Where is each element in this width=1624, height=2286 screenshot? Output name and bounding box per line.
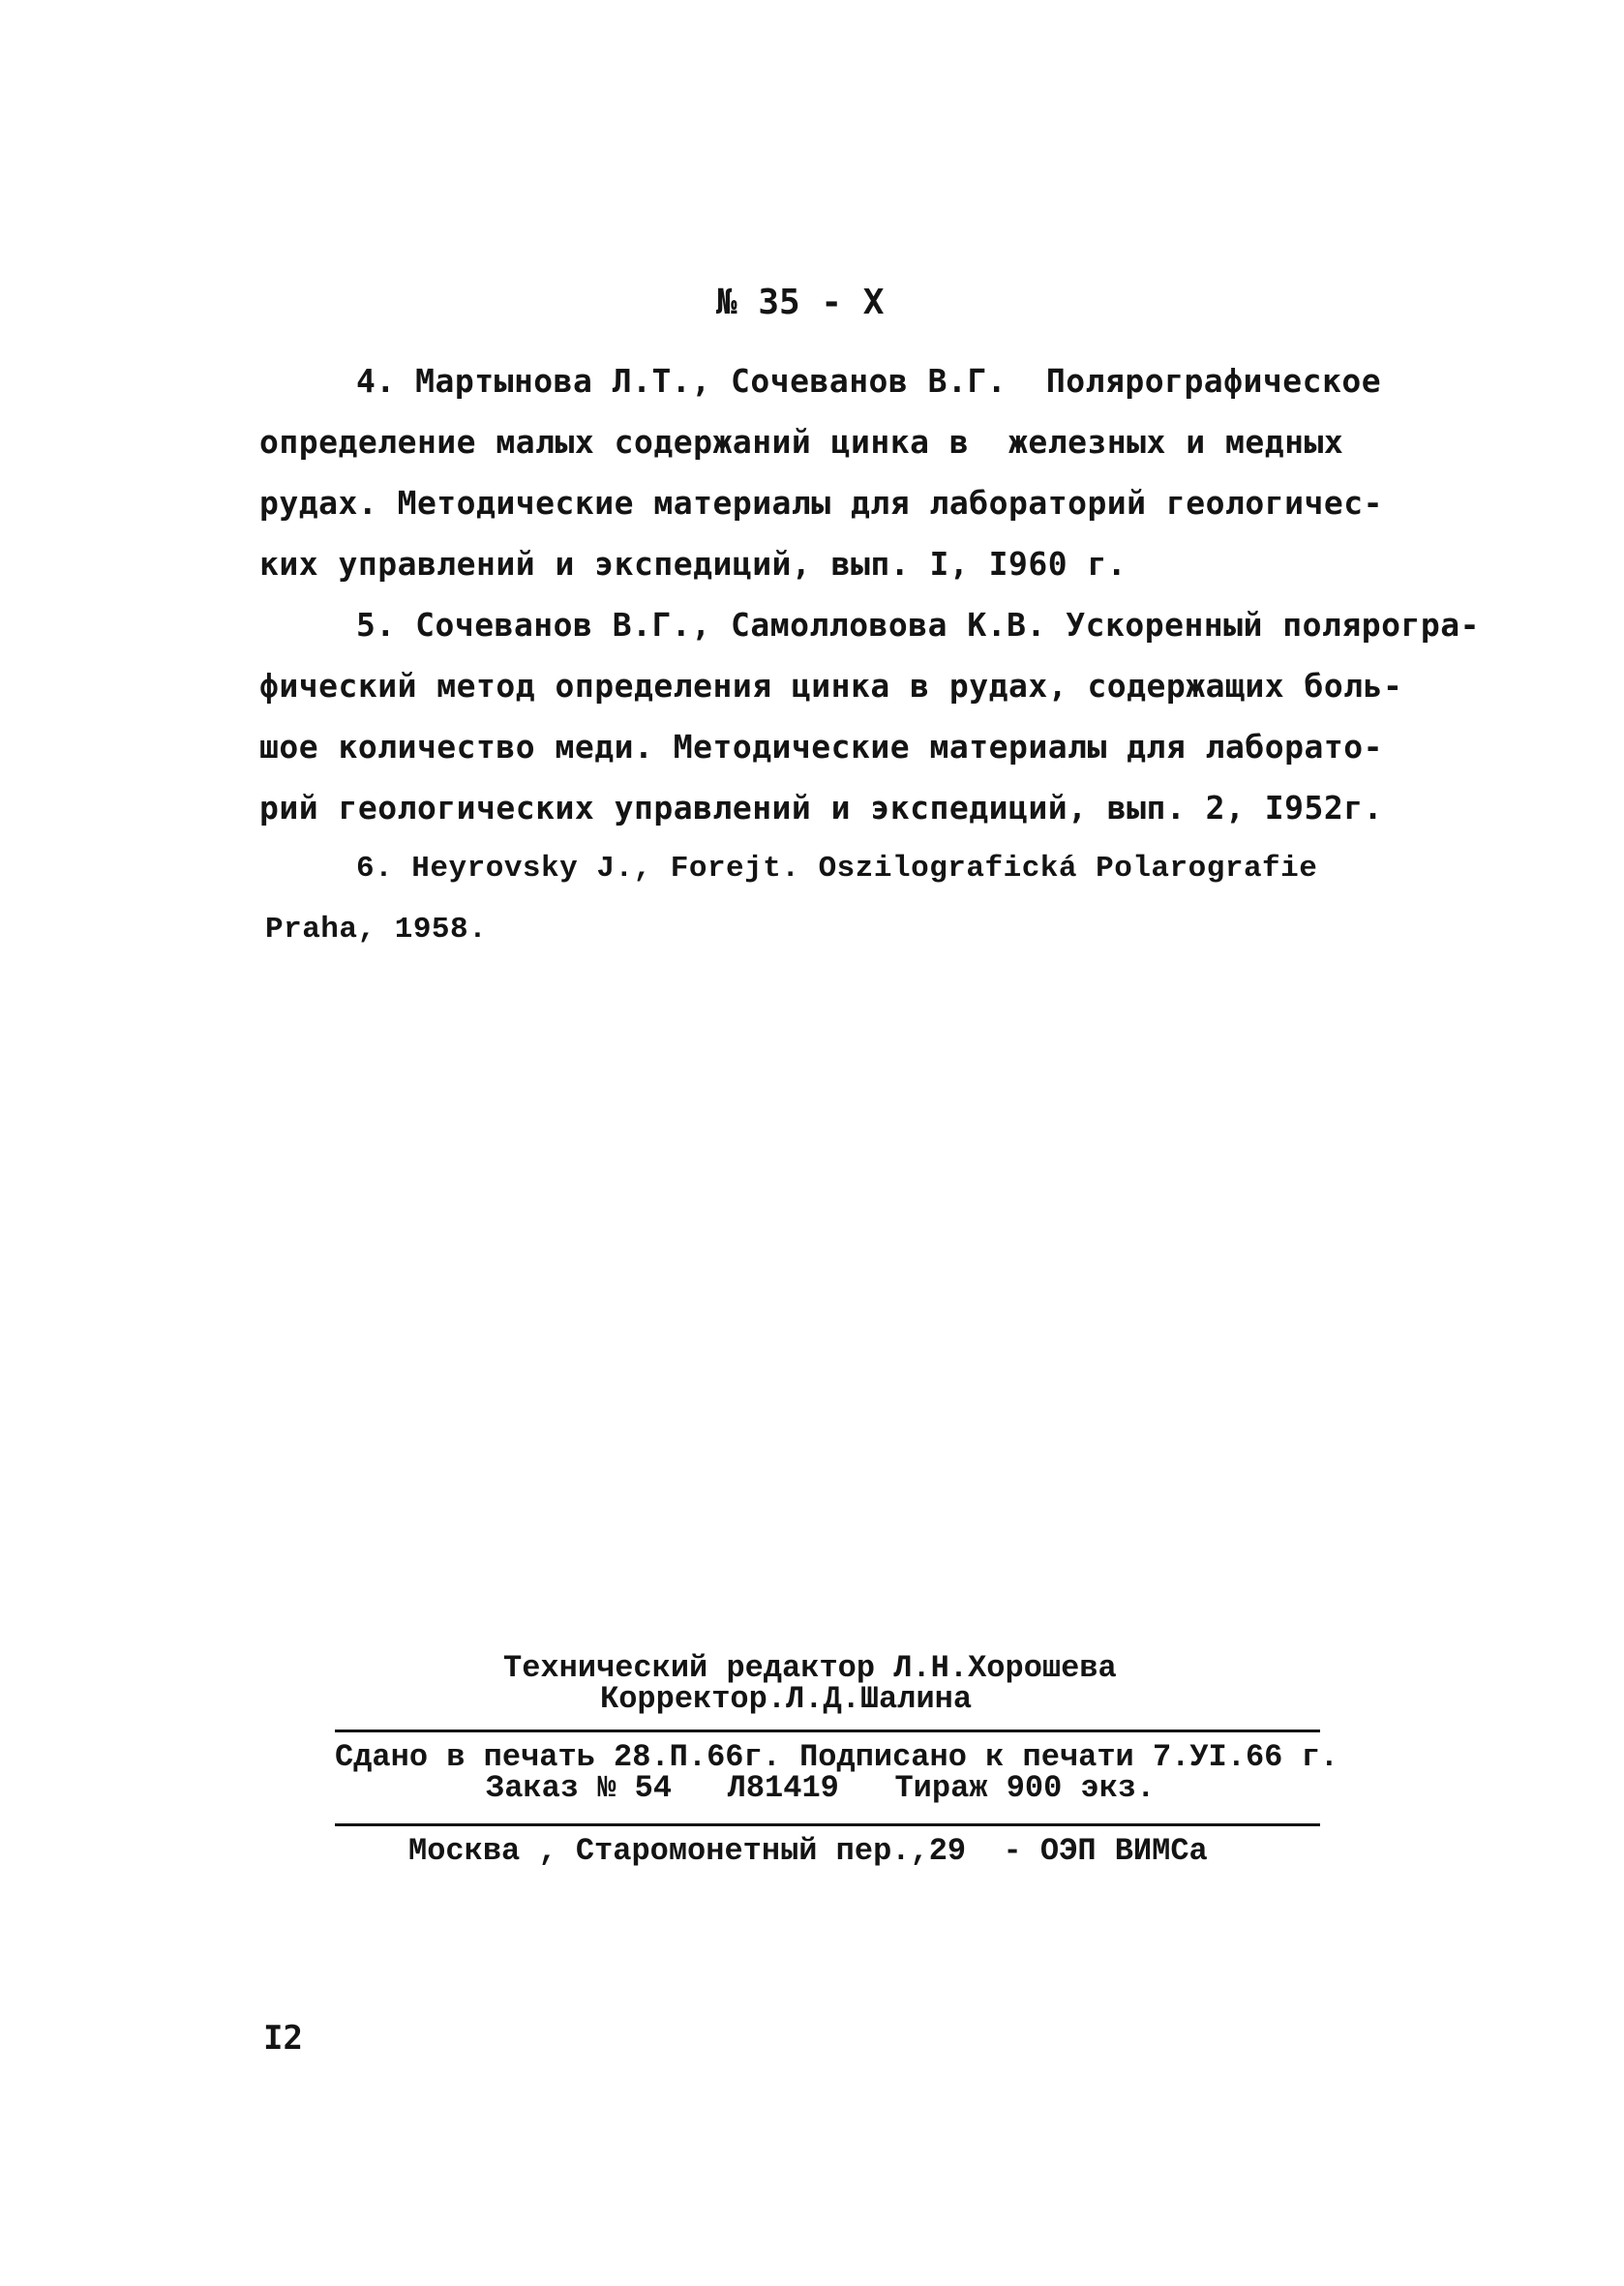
reference-line: Praha, 1958. — [265, 913, 488, 947]
reference-line: шое количество меди. Методические материалы для лаборато- — [259, 728, 1383, 766]
reference-line: определение малых содержаний цинка в железных и медных — [259, 423, 1344, 461]
reference-line: фический метод определения цинка в рудах, содержащих боль- — [259, 667, 1403, 705]
page-number: I2 — [263, 2019, 303, 2058]
address-line: Москва , Старомонетный пер.,29 - ОЭП ВИМСа — [408, 1833, 1208, 1869]
document-header: № 35 - Х — [716, 283, 885, 322]
divider — [335, 1730, 1320, 1732]
order-line: Заказ № 54 Л81419 Тираж 900 экз. — [486, 1770, 1156, 1806]
reference-line: 6. Heyrovsky J., Forejt. Oszilografická Polarografie — [356, 852, 1318, 886]
reference-line: 4. Мартынова Л.Т., Сочеванов В.Г. Полярографическое — [356, 362, 1382, 400]
print-dates-line: Сдано в печать 28.П.66г. Подписано к печати 7.УI.66 г. — [335, 1739, 1338, 1775]
reference-line: рий геологических управлений и экспедиций, вып. 2, I952г. — [259, 789, 1383, 827]
tech-editor-line: Технический редактор Л.Н.Хорошева — [503, 1650, 1117, 1686]
corrector-line: Корректор.Л.Д.Шалина — [600, 1681, 973, 1717]
reference-line: 5. Сочеванов В.Г., Самолловова К.В. Ускоренный полярогра- — [356, 606, 1480, 644]
divider — [335, 1823, 1320, 1826]
reference-line: рудах. Методические материалы для лабораторий геологичес- — [259, 484, 1383, 522]
reference-line: ких управлений и экспедиций, вып. I, I960 г. — [259, 545, 1128, 583]
